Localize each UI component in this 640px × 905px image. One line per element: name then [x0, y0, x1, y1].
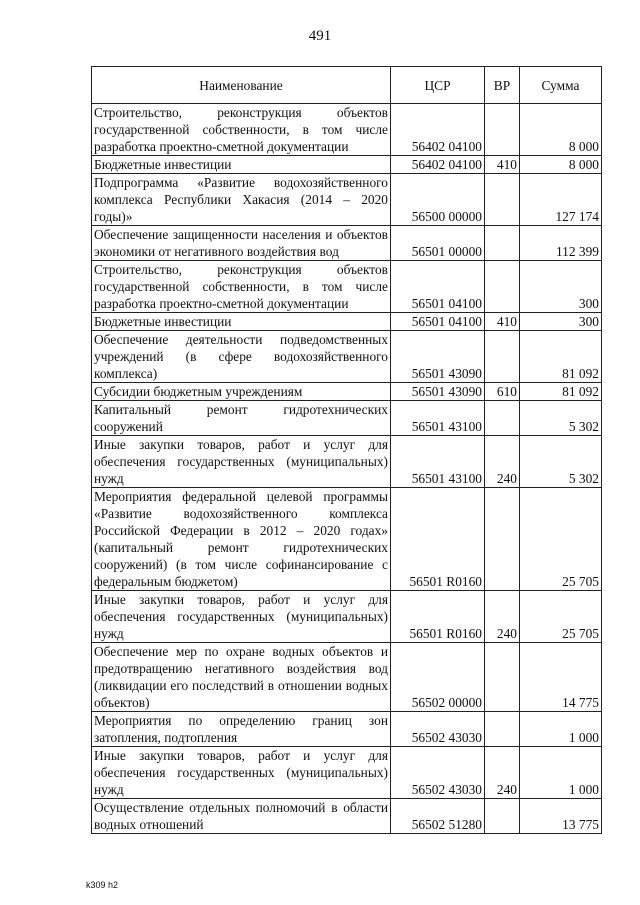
table-row — [92, 712, 602, 747]
table-row — [92, 261, 602, 313]
cell-name: Строительство, реконструкция объектов государственной собственности, в том числе разработка проектно-сметной документации — [92, 104, 391, 156]
cell-name: Обеспечение защищенности населения и объектов экономики от негативного воздействия вод — [92, 226, 391, 261]
cell-name: Бюджетные инвестиции — [92, 156, 391, 174]
cell-sum: 1 000 — [520, 712, 602, 747]
cell-name: Осуществление отдельных полномочий в области водных отношений — [92, 799, 391, 834]
cell-name: Капитальный ремонт гидротехнических сооружений — [92, 401, 391, 436]
table-row — [92, 331, 602, 383]
table-row — [92, 401, 602, 436]
cell-csr: 56502 43030 — [391, 747, 485, 799]
cell-name: Мероприятия федеральной целевой программы «Развитие водохозяйственного комплекса Российской Федерации в 2012 – 2020 годах» (капитальный ремонт гидротехнических сооружений) (в том числе софинансирование с федеральным бюджетом) — [92, 488, 391, 591]
table-row — [92, 383, 602, 401]
cell-csr: 56500 00000 — [391, 174, 485, 226]
cell-sum: 5 302 — [520, 401, 602, 436]
cell-sum: 5 302 — [520, 436, 602, 488]
cell-vr — [485, 643, 520, 712]
cell-sum: 25 705 — [520, 591, 602, 643]
cell-vr — [485, 104, 520, 156]
cell-vr: 240 — [485, 747, 520, 799]
table-row — [92, 104, 602, 156]
cell-name: Мероприятия по определению границ зон затопления, подтопления — [92, 712, 391, 747]
cell-vr: 240 — [485, 591, 520, 643]
cell-csr: 56501 43090 — [391, 331, 485, 383]
cell-csr: 56501 R0160 — [391, 488, 485, 591]
table-row — [92, 436, 602, 488]
cell-sum: 8 000 — [520, 156, 602, 174]
cell-vr — [485, 488, 520, 591]
cell-sum: 81 092 — [520, 331, 602, 383]
table-row — [92, 747, 602, 799]
cell-vr — [485, 331, 520, 383]
cell-vr: 410 — [485, 313, 520, 331]
cell-vr — [485, 174, 520, 226]
cell-name: Иные закупки товаров, работ и услуг для обеспечения государственных (муниципальных) нужд — [92, 747, 391, 799]
table-row — [92, 591, 602, 643]
cell-name: Бюджетные инвестиции — [92, 313, 391, 331]
cell-vr — [485, 226, 520, 261]
cell-name: Строительство, реконструкция объектов государственной собственности, в том числе разработка проектно-сметной документации — [92, 261, 391, 313]
cell-csr: 56501 43090 — [391, 383, 485, 401]
cell-csr: 56501 00000 — [391, 226, 485, 261]
page-number: 491 — [308, 28, 332, 44]
cell-csr: 56502 43030 — [391, 712, 485, 747]
cell-name: Иные закупки товаров, работ и услуг для обеспечения государственных (муниципальных) нужд — [92, 436, 391, 488]
cell-vr — [485, 261, 520, 313]
cell-csr: 56501 04100 — [391, 261, 485, 313]
cell-sum: 300 — [520, 261, 602, 313]
cell-csr: 56501 R0160 — [391, 591, 485, 643]
cell-sum: 81 092 — [520, 383, 602, 401]
cell-vr — [485, 799, 520, 834]
header-csr: ЦСР — [391, 67, 485, 104]
cell-name: Подпрограмма «Развитие водохозяйственного комплекса Республики Хакасия (2014 – 2020 годы)» — [92, 174, 391, 226]
header-sum: Сумма — [520, 67, 602, 104]
header-name: Наименование — [92, 67, 391, 104]
cell-name: Обеспечение мер по охране водных объектов и предотвращению негативного воздействия вод (ликвидации его последствий в отношении водных объектов) — [92, 643, 391, 712]
table-header-row — [92, 67, 602, 104]
cell-vr: 240 — [485, 436, 520, 488]
cell-csr: 56501 43100 — [391, 436, 485, 488]
table-row — [92, 226, 602, 261]
cell-sum: 300 — [520, 313, 602, 331]
table-row — [92, 488, 602, 591]
table-row — [92, 313, 602, 331]
cell-vr: 410 — [485, 156, 520, 174]
cell-csr: 56501 43100 — [391, 401, 485, 436]
table-row — [92, 643, 602, 712]
cell-csr: 56502 00000 — [391, 643, 485, 712]
cell-name: Субсидии бюджетным учреждениям — [92, 383, 391, 401]
cell-sum: 8 000 — [520, 104, 602, 156]
cell-sum: 14 775 — [520, 643, 602, 712]
footer-code: k309 h2 — [86, 880, 119, 890]
cell-name: Иные закупки товаров, работ и услуг для обеспечения государственных (муниципальных) нужд — [92, 591, 391, 643]
cell-vr: 610 — [485, 383, 520, 401]
cell-sum: 1 000 — [520, 747, 602, 799]
cell-sum: 25 705 — [520, 488, 602, 591]
cell-csr: 56402 04100 — [391, 104, 485, 156]
table-row — [92, 156, 602, 174]
cell-csr: 56502 51280 — [391, 799, 485, 834]
table-row — [92, 799, 602, 834]
header-vr: ВР — [485, 67, 520, 104]
cell-name: Обеспечение деятельности подведомственных учреждений (в сфере водохозяйственного комплекса) — [92, 331, 391, 383]
budget-table — [91, 66, 602, 834]
cell-vr — [485, 712, 520, 747]
table-row — [92, 174, 602, 226]
cell-csr: 56501 04100 — [391, 313, 485, 331]
cell-sum: 13 775 — [520, 799, 602, 834]
cell-sum: 127 174 — [520, 174, 602, 226]
cell-sum: 112 399 — [520, 226, 602, 261]
cell-csr: 56402 04100 — [391, 156, 485, 174]
cell-vr — [485, 401, 520, 436]
